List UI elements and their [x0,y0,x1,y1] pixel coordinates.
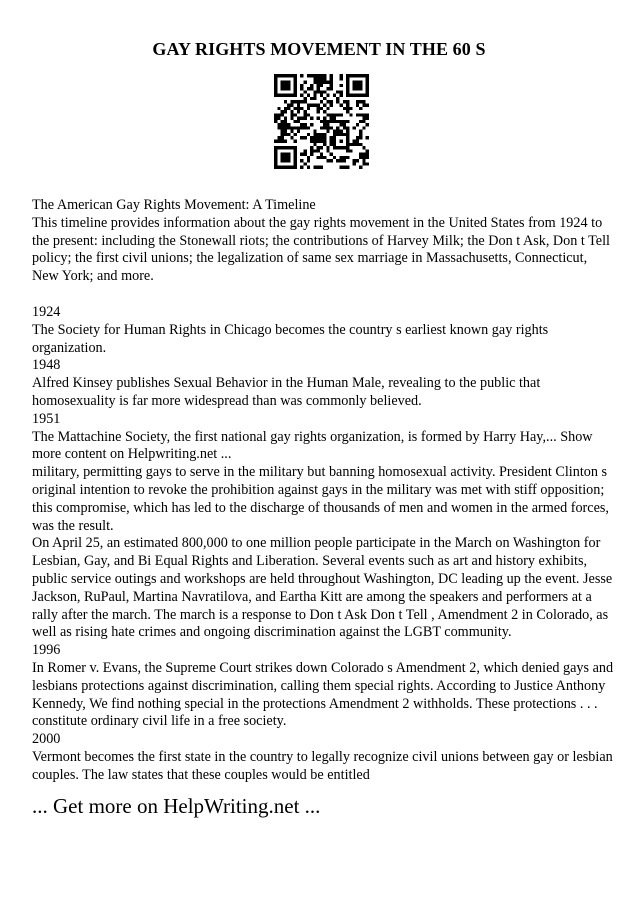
entry-year: 1948 [32,357,61,374]
paragraph-gap [32,286,614,304]
page-title: GAY RIGHTS MOVEMENT IN THE 60 S [152,39,486,59]
body-paragraph: On April 25, an estimated 800,000 to one million people participate in the March on Washington for Lesbian, Gay, and Bi Equal Rights and Liberation. Several events such as art and history exhibits, public service outings and workshops are held throughout Washington, DC leading up the event. Jesse Jackson, RuPaul, Martina Navratilova, and Eartha Kitt are among the speakers and performers at a rally after the march. The march is a response to Don t Ask Don t Tell , Amendment 2 in Colorado, as well as rising hate crimes and ongoing discrimination against the LGBT community. [32,535,613,641]
entry-text: In Romer v. Evans, the Supreme Court strikes down Colorado s Amendment 2, which denied gays and lesbians protections against discrimination, calling them special rights. According to Justice Anthony Kennedy, We find nothing special in the protections Amendment 2 withholds. These protections . . . constitute ordinary civil life in a free society. [32,659,614,730]
entry-text: The Society for Human Rights in Chicago becomes the country s earliest known gay rights organization. [32,321,549,356]
entry-year: 1924 [32,303,61,320]
entry-year: 2000 [32,731,61,748]
get-more-link[interactable]: ... Get more on HelpWriting.net ... [32,794,321,818]
qr-code-graphic [274,74,369,169]
entry-text: The Mattachine Society, the first national gay rights organization, is formed by Harry Hay,... Show more content on Helpwriting.net ... [32,428,593,463]
intro-heading: The American Gay Rights Movement: A Timeline [32,197,316,213]
entry-text: Alfred Kinsey publishes Sexual Behavior in the Human Male, revealing to the public that homosexuality is far more widespread than was commonly believed. [32,375,541,409]
intro-text: This timeline provides information about the gay rights movement in the United States from 1924 to the present: including the Stonewall riots; the contributions of Harvey Milk; the Don t Ask, Don t Tell policy; the first civil unions; the legalization of same sex marriage in Massachusetts, Connecticut, New York; and more. [32,214,610,285]
entry-text: Vermont becomes the first state in the country to legally recognize civil unions between gay or lesbian couples. The law states that these couples would be entitled [32,748,613,783]
entry-year: 1996 [32,642,61,659]
qr-code-icon [274,74,369,169]
body-paragraph: military, permitting gays to serve in the military but banning homosexual activity. President Clinton s original intention to revoke the prohibition against gays in the military was met with stiff opposition; this compromise, which has led to the discharge of thousands of men and women in the armed forces, was the result. [32,464,609,534]
document-body [32,197,614,785]
entry-year: 1951 [32,410,61,427]
